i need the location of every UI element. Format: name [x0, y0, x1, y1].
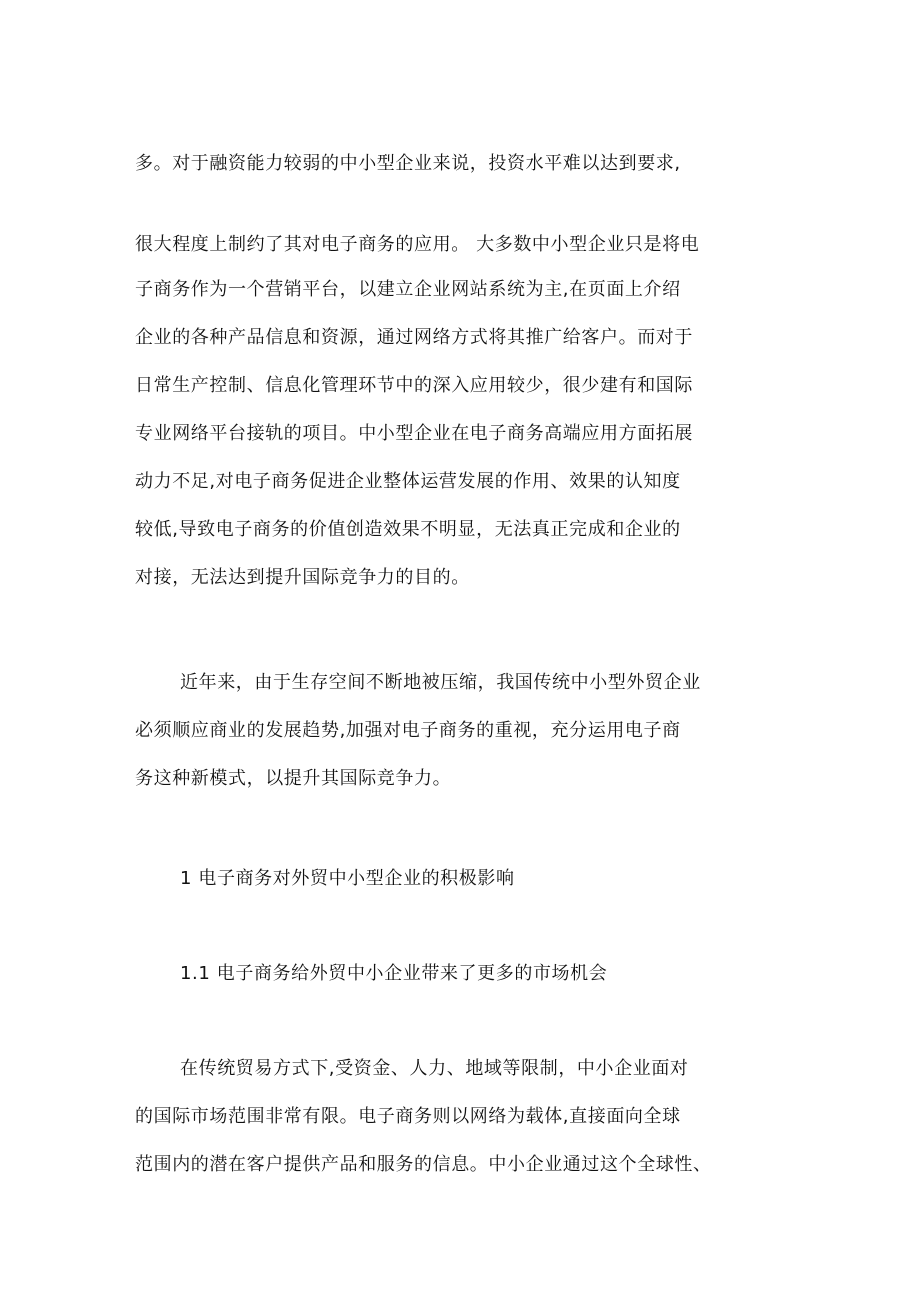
para3-line-2: 的国际市场范围非常有限。电子商务则以网络为载体,直接面向全球 — [135, 1106, 681, 1127]
para2-line-3: 务这种新模式，以提升其国际竞争力。 — [135, 768, 452, 789]
para1-line-3: 子商务作为一个营销平台，以建立企业网站系统为主,在页面上介绍 — [135, 279, 681, 300]
section-heading-1-1: 1.1 电子商务给外贸中小企业带来了更多的市场机会 — [180, 963, 608, 984]
para2-line-1: 近年来，由于生存空间不断地被压缩，我国传统中小型外贸企业 — [180, 672, 701, 693]
para1-line-2: 很大程度上制约了其对电子商务的应用。 大多数中小型企业只是将电 — [135, 234, 700, 255]
section-heading-1: 1 电子商务对外贸中小型企业的积极影响 — [180, 868, 515, 889]
para1-line-4: 企业的各种产品信息和资源，通过网络方式将其推广给客户。而对于 — [135, 327, 693, 348]
para3-line-1: 在传统贸易方式下,受资金、人力、地域等限制，中小企业面对 — [180, 1058, 689, 1079]
para1-line-5: 日常生产控制、信息化管理环节中的深入应用较少，很少建有和国际 — [135, 375, 693, 396]
para1-line-9: 对接，无法达到提升国际竞争力的目的。 — [135, 567, 470, 588]
para1-line-6: 专业网络平台接轨的项目。中小型企业在电子商务高端应用方面拓展 — [135, 423, 693, 444]
para1-line-7: 动力不足,对电子商务促进企业整体运营发展的作用、效果的认知度 — [135, 471, 681, 492]
para3-line-3: 范围内的潜在客户提供产品和服务的信息。中小企业通过这个全球性、 — [135, 1154, 712, 1175]
para1-line-1: 多。对于融资能力较弱的中小型企业来说，投资水平难以达到要求, — [135, 153, 681, 174]
para1-line-8: 较低,导致电子商务的价值创造效果不明显，无法真正完成和企业的 — [135, 519, 681, 540]
para2-line-2: 必须顺应商业的发展趋势,加强对电子商务的重视，充分运用电子商 — [135, 720, 681, 741]
